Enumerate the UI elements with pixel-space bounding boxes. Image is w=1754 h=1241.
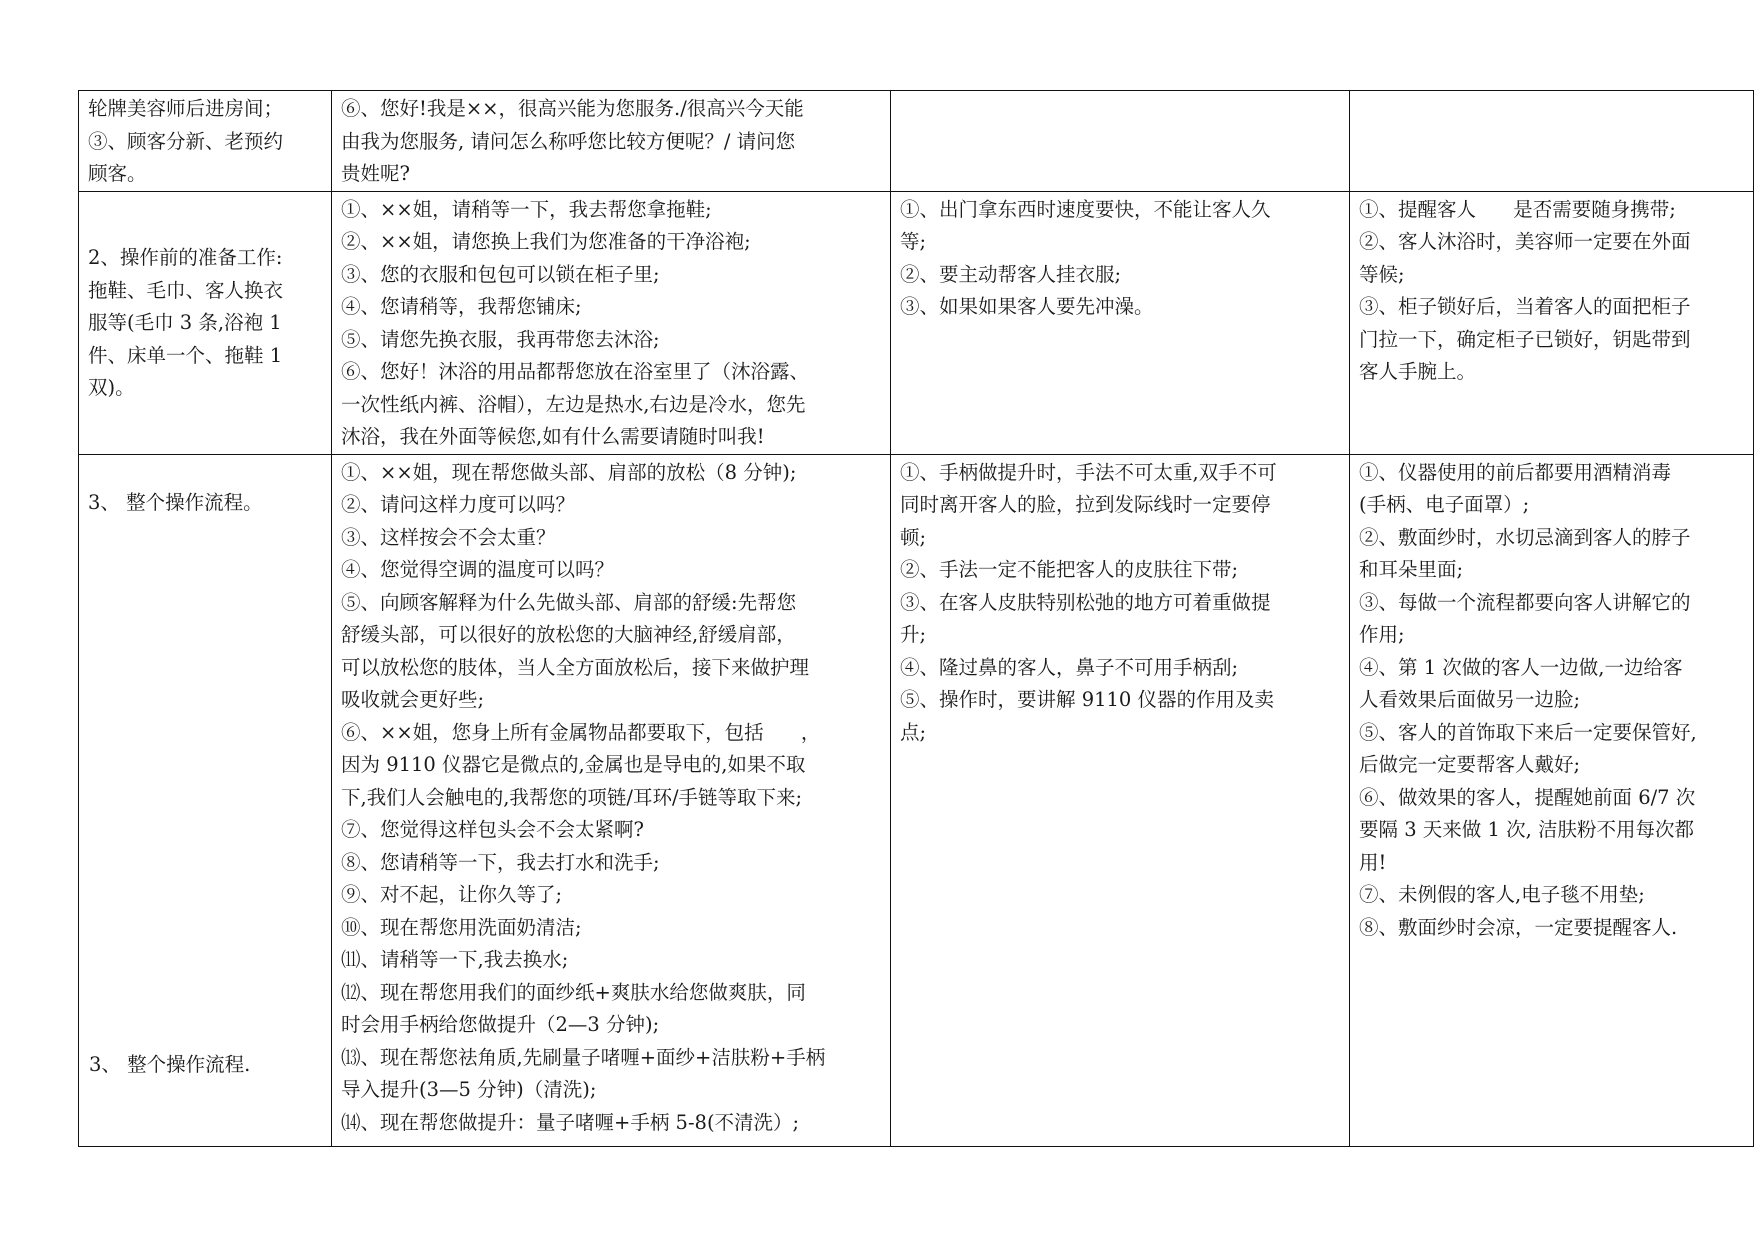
attention-text-line: ③、如果如果客人要先冲澡。 bbox=[900, 295, 1154, 318]
procedure-table bbox=[78, 90, 1754, 1147]
stage-cell bbox=[79, 454, 332, 1146]
notes-text-line: ①、仪器使用的前后都要用酒精消毒 bbox=[1359, 460, 1672, 484]
attention-text-line: ⑤、操作时，要讲解 9110 仪器的作用及卖 bbox=[900, 688, 1275, 711]
attention-text-line: ④、隆过鼻的客人，鼻子不可用手柄刮; bbox=[900, 655, 1239, 679]
attention-text-line: 同时离开客人的脸，拉到发际线时一定要停 bbox=[900, 493, 1271, 516]
script-text-line: 沐浴，我在外面等候您,如有什么需要请随时叫我! bbox=[341, 425, 765, 448]
notes-cell bbox=[1350, 191, 1754, 454]
script-text-line: ⑨、对不起，让你久等了; bbox=[341, 883, 563, 906]
table-row bbox=[79, 454, 1754, 1146]
script-text-line: 因为 9110 仪器它是微点的,金属也是导电的,如果不取 bbox=[341, 753, 806, 776]
notes-text-line: ⑧、敷面纱时会凉，一定要提醒客人. bbox=[1359, 915, 1678, 939]
attention-cell bbox=[891, 191, 1350, 454]
script-text-line: ⑿、现在帮您用我们的面纱纸+爽肤水给您做爽肤，同 bbox=[341, 980, 806, 1004]
attention-text-line: ①、手柄做提升时，手法不可太重,双手不可 bbox=[900, 460, 1277, 484]
notes-text-line: 客人手腕上。 bbox=[1359, 360, 1477, 383]
script-text-line: 贵姓呢? bbox=[341, 162, 410, 185]
script-text-line: ④、您觉得空调的温度可以吗？ bbox=[341, 558, 615, 581]
attention-text-line: ③、在客人皮肤特别松弛的地方可着重做提 bbox=[900, 590, 1271, 614]
notes-text-line: ②、客人沐浴时，美容师一定要在外面 bbox=[1359, 230, 1691, 253]
notes-text-line: 等候; bbox=[1359, 262, 1405, 286]
attention-text-line: ②、要主动帮客人挂衣服; bbox=[900, 262, 1122, 286]
attention-text-line: 升; bbox=[900, 623, 927, 646]
stage-text-line: 双)。 bbox=[88, 376, 135, 400]
script-cell bbox=[332, 191, 891, 454]
script-text-line: 舒缓头部，可以很好的放松您的大脑神经,舒缓肩部， bbox=[341, 623, 796, 646]
script-text-line: ⑥、您好!我是××，很高兴能为您服务./很高兴今天能 bbox=[341, 97, 804, 120]
notes-text-line: 人看效果后面做另一边脸; bbox=[1359, 688, 1581, 711]
stage-cell bbox=[79, 191, 332, 454]
script-text-line: 由我为您服务, 请问怎么称呼您比较方便呢？/ 请问您 bbox=[341, 129, 796, 153]
stage-cell bbox=[79, 91, 332, 192]
script-text-line: ①、××姐，请稍等一下，我去帮您拿拖鞋; bbox=[341, 197, 712, 221]
script-text-line: ④、您请稍等，我帮您铺床; bbox=[341, 295, 582, 318]
notes-text-line: ③、柜子锁好后，当着客人的面把柜子 bbox=[1359, 295, 1691, 318]
notes-text-line: ④、第 1 次做的客人一边做,一边给客 bbox=[1359, 655, 1683, 679]
attention-text-line: 等; bbox=[900, 230, 927, 253]
script-text-line: ③、这样按会不会太重？ bbox=[341, 525, 556, 549]
notes-text-line: ⑥、做效果的客人，提醒她前面 6/7 次 bbox=[1359, 785, 1696, 809]
script-cell bbox=[332, 91, 891, 192]
stage-text-line: ③、顾客分新、老预约 bbox=[88, 129, 284, 153]
notes-text-line: ②、敷面纱时，水切忌滴到客人的脖子 bbox=[1359, 525, 1691, 549]
stage-text-line: 拖鞋、毛巾、客人换衣 bbox=[88, 278, 284, 302]
notes-text-line: ①、提醒客人 是否需要随身携带; bbox=[1359, 197, 1676, 221]
script-text-line: 可以放松您的肢体，当人全方面放松后，接下来做护理 bbox=[341, 655, 810, 679]
notes-text-line: 门拉一下，确定柜子已锁好，钥匙带到 bbox=[1359, 327, 1691, 351]
attention-cell bbox=[891, 454, 1350, 1146]
script-text-line: ②、请问这样力度可以吗？ bbox=[341, 493, 576, 516]
script-text-line: ⑦、您觉得这样包头会不会太紧啊? bbox=[341, 818, 644, 841]
notes-text-line: 作用; bbox=[1359, 623, 1405, 646]
script-text-line: 导入提升(3—5 分钟)（清洗); bbox=[341, 1078, 597, 1101]
script-text-line: ③、您的衣服和包包可以锁在柜子里; bbox=[341, 262, 660, 286]
script-text-line: 下,我们人会触电的,我帮您的项链/耳环/手链等取下来; bbox=[341, 785, 803, 809]
script-text-line: ⒀、现在帮您祛角质,先刷量子啫喱+面纱+洁肤粉+手柄 bbox=[341, 1045, 826, 1069]
script-text-line: ⑥、您好！沐浴的用品都帮您放在浴室里了（沐浴露、 bbox=[341, 360, 810, 383]
stage-text-line: 轮牌美容师后进房间； bbox=[88, 97, 284, 120]
script-text-line: 时会用手柄给您做提升（2—3 分钟); bbox=[341, 1013, 660, 1036]
attention-text-line: ②、手法一定不能把客人的皮肤往下带; bbox=[900, 558, 1239, 581]
notes-text-line: 后做完一定要帮客人戴好; bbox=[1359, 753, 1581, 776]
script-text-line: 吸收就会更好些; bbox=[341, 688, 485, 711]
stage-text-line: 顾客。 bbox=[88, 162, 147, 185]
stage-text-line: 件、床单一个、拖鞋 1 bbox=[88, 343, 283, 367]
stage-title: 3、 整个操作流程。 bbox=[88, 490, 263, 514]
script-text-line: ①、××姐，现在帮您做头部、肩部的放松（8 分钟); bbox=[341, 460, 797, 484]
table-row bbox=[79, 191, 1754, 454]
script-text-line: ②、××姐，请您换上我们为您准备的干净浴袍; bbox=[341, 230, 751, 253]
script-text-line: ⑥、××姐，您身上所有金属物品都要取下，包括 ， bbox=[341, 720, 821, 744]
attention-text-line: 顿; bbox=[900, 525, 927, 549]
notes-text-line: ⑤、客人的首饰取下来后一定要保管好, bbox=[1359, 720, 1697, 744]
script-text-line: ⑤、向顾客解释为什么先做头部、肩部的舒缓:先帮您 bbox=[341, 590, 797, 614]
notes-cell bbox=[1350, 454, 1754, 1146]
notes-cell bbox=[1350, 91, 1754, 192]
stage-text-line: 服等(毛巾 3 条,浴袍 1 bbox=[88, 311, 282, 335]
notes-text-line: (手柄、电子面罩）; bbox=[1359, 493, 1530, 516]
attention-cell bbox=[891, 91, 1350, 192]
script-text-line: 一次性纸内裤、浴帽），左边是热水,右边是冷水，您先 bbox=[341, 392, 806, 416]
notes-text-line: 用! bbox=[1359, 850, 1387, 874]
stage-text-line: 2、操作前的准备工作: bbox=[88, 246, 283, 270]
notes-text-line: ③、每做一个流程都要向客人讲解它的 bbox=[1359, 590, 1691, 614]
notes-text-line: ⑦、未例假的客人,电子毯不用垫; bbox=[1359, 883, 1645, 906]
script-text-line: ⑧、您请稍等一下，我去打水和洗手; bbox=[341, 850, 660, 874]
table-row bbox=[79, 91, 1754, 192]
script-text-line: ⒁、现在帮您做提升：量子啫喱+手柄 5-8(不清洗）; bbox=[341, 1110, 800, 1134]
script-text-line: ⑩、现在帮您用洗面奶清洁; bbox=[341, 915, 582, 939]
script-text-line: ⑾、请稍等一下,我去换水; bbox=[341, 948, 569, 971]
stage-title-repeat: 3、 整个操作流程. bbox=[89, 1053, 251, 1076]
attention-text-line: 点; bbox=[900, 720, 927, 744]
notes-text-line: 和耳朵里面; bbox=[1359, 558, 1464, 581]
script-cell bbox=[332, 454, 891, 1146]
attention-text-line: ①、出门拿东西时速度要快，不能让客人久 bbox=[900, 197, 1271, 221]
notes-text-line: 要隔 3 天来做 1 次, 洁肤粉不用每次都 bbox=[1359, 818, 1695, 841]
script-text-line: ⑤、请您先换衣服，我再带您去沐浴; bbox=[341, 327, 660, 351]
